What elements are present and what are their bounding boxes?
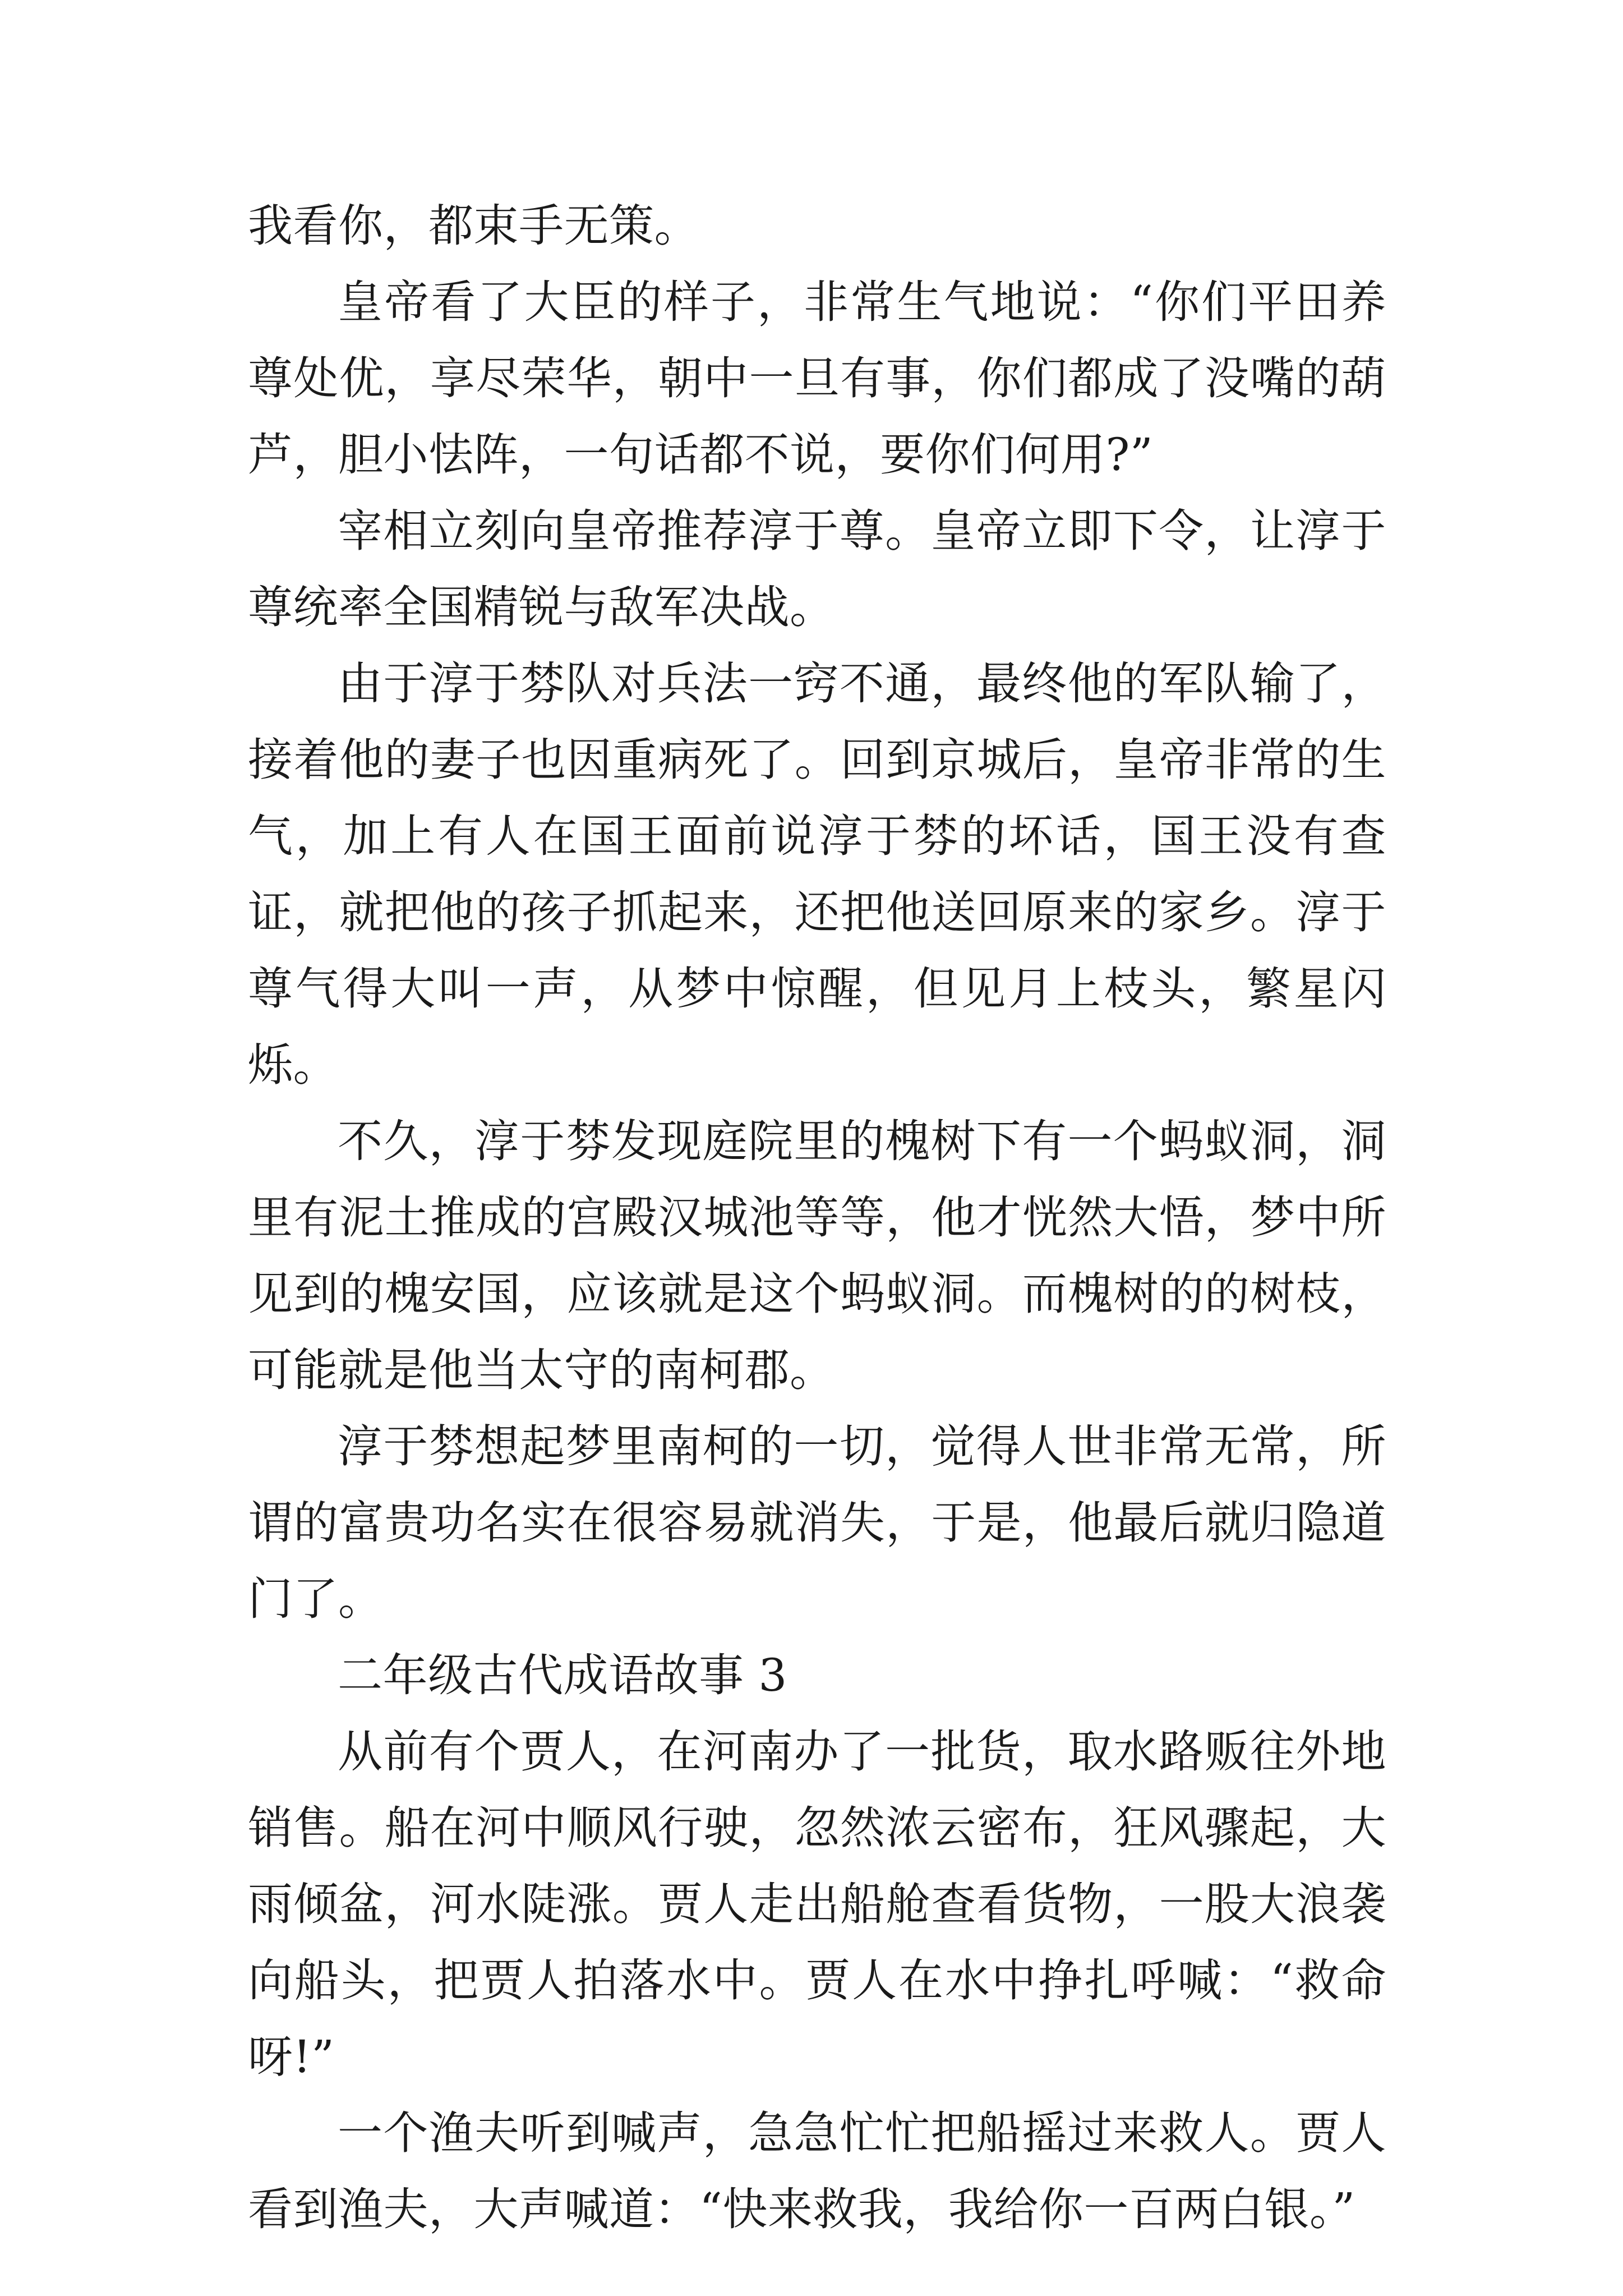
paragraph: 皇帝看了大臣的样子，非常生气地说：“你们平田养尊处优，享尽荣华，朝中一旦有事，你们都成了没嘴的葫芦，胆小怯阵，一句话都不说，要你们何用?” <box>248 276 1386 481</box>
document-body <box>248 188 1386 2248</box>
section-heading: 二年级古代成语故事 3 <box>338 1649 787 1701</box>
paragraph-continuation: 我看你，都束手无策。 <box>248 200 699 252</box>
paragraph: 从前有个贾人，在河南办了一批货，取水路贩往外地销售。船在河中顺风行驶，忽然浓云密布，狂风骤起，大雨倾盆，河水陡涨。贾人走出船舱查看货物，一股大浪袭向船头，把贾人拍落水中。贾人在水中挣扎呼喊：“救命呀!” <box>248 1726 1386 2083</box>
paragraph: 淳于棼想起梦里南柯的一切，觉得人世非常无常，所谓的富贵功名实在很容易就消失，于是，他最后就归隐道门了。 <box>248 1420 1386 1625</box>
paragraph: 一个渔夫听到喊声，急急忙忙把船摇过来救人。贾人看到渔夫，大声喊道：“快来救我，我给你一百两白银。” <box>248 2107 1386 2235</box>
paragraph: 由于淳于棼队对兵法一窍不通，最终他的军队输了，接着他的妻子也因重病死了。回到京城后，皇帝非常的生气，加上有人在国王面前说淳于棼的坏话，国王没有查证，就把他的孩子抓起来，还把他送回原来的家乡。淳于尊气得大叫一声，从梦中惊醒，但见月上枝头，繁星闪烁。 <box>248 657 1386 1091</box>
paragraph: 不久，淳于棼发现庭院里的槐树下有一个蚂蚁洞，洞里有泥土推成的宫殿汉城池等等，他才恍然大悟，梦中所见到的槐安国，应该就是这个蚂蚁洞。而槐树的的树枝，可能就是他当太守的南柯郡。 <box>248 1115 1386 1396</box>
paragraph: 宰相立刻向皇帝推荐淳于尊。皇帝立即下令，让淳于尊统率全国精锐与敌军决战。 <box>248 505 1386 633</box>
